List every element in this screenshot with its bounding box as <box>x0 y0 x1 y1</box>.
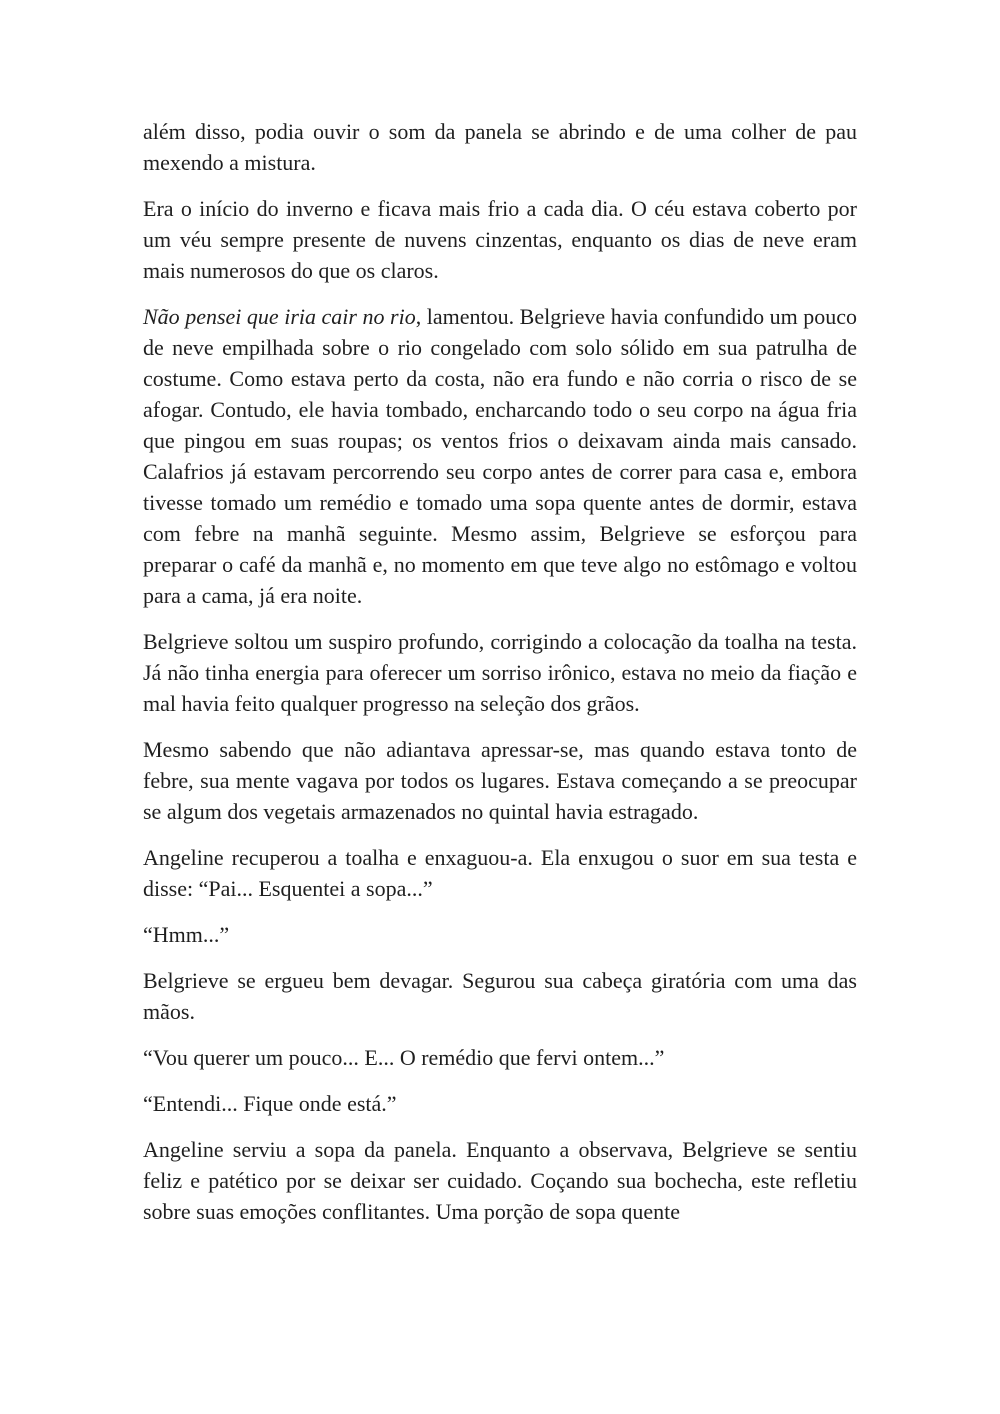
paragraph-text: Mesmo sabendo que não adiantava apressar-se, mas quando estava tonto de febre, sua mente vagava por todos os lugares. Estava começando a se preocupar se algum dos vegetais armazenados no quintal havia estragado. <box>143 737 857 824</box>
paragraph-8 <box>143 965 857 1027</box>
paragraph-text: Belgrieve se ergueu bem devagar. Segurou sua cabeça giratória com uma das mãos. <box>143 968 857 1024</box>
paragraph-1 <box>143 116 857 178</box>
paragraph-9 <box>143 1042 857 1073</box>
text-body <box>143 116 857 1242</box>
paragraph-6 <box>143 842 857 904</box>
paragraph-text: , lamentou. Belgrieve havia confundido um pouco de neve empilhada sobre o rio congelado com solo sólido em sua patrulha de costume. Como estava perto da costa, não era fundo e não corria o risco de se afogar. Contudo, ele havia tombado, encharcando todo o seu corpo na água fria que pingou em suas roupas; os ventos frios o deixavam ainda mais cansado. Calafrios já estavam percorrendo seu corpo antes de correr para casa e, embora tivesse tomado um remédio e tomado uma sopa quente antes de dormir, estava com febre na manhã seguinte. Mesmo assim, Belgrieve se esforçou para preparar o café da manhã e, no momento em que teve algo no estômago e voltou para a cama, já era noite. <box>143 304 857 608</box>
paragraph-text: Belgrieve soltou um suspiro profundo, corrigindo a colocação da toalha na testa. Já não tinha energia para oferecer um sorriso irônico, estava no meio da fiação e mal havia feito qualquer progresso na seleção dos grãos. <box>143 629 857 716</box>
paragraph-7 <box>143 919 857 950</box>
paragraph-text: Angeline recuperou a toalha e enxaguou-a. Ela enxugou o suor em sua testa e disse: “Pai... Esquentei a sopa...” <box>143 845 857 901</box>
paragraph-text: Angeline serviu a sopa da panela. Enquanto a observava, Belgrieve se sentiu feliz e patético por se deixar ser cuidado. Coçando sua bochecha, este refletiu sobre suas emoções conflitantes. Uma porção de sopa quente <box>143 1137 857 1224</box>
paragraph-11 <box>143 1134 857 1227</box>
paragraph-2 <box>143 193 857 286</box>
paragraph-text: “Entendi... Fique onde está.” <box>143 1091 397 1116</box>
paragraph-text: Era o início do inverno e ficava mais frio a cada dia. O céu estava coberto por um véu sempre presente de nuvens cinzentas, enquanto os dias de neve eram mais numerosos do que os claros. <box>143 196 857 283</box>
paragraph-4 <box>143 626 857 719</box>
italic-thought: Não pensei que iria cair no rio <box>143 304 416 329</box>
paragraph-3 <box>143 301 857 611</box>
paragraph-text: “Hmm...” <box>143 922 230 947</box>
paragraph-text: “Vou querer um pouco... E... O remédio que fervi ontem...” <box>143 1045 665 1070</box>
paragraph-text: além disso, podia ouvir o som da panela se abrindo e de uma colher de pau mexendo a mistura. <box>143 119 857 175</box>
paragraph-10 <box>143 1088 857 1119</box>
paragraph-5 <box>143 734 857 827</box>
